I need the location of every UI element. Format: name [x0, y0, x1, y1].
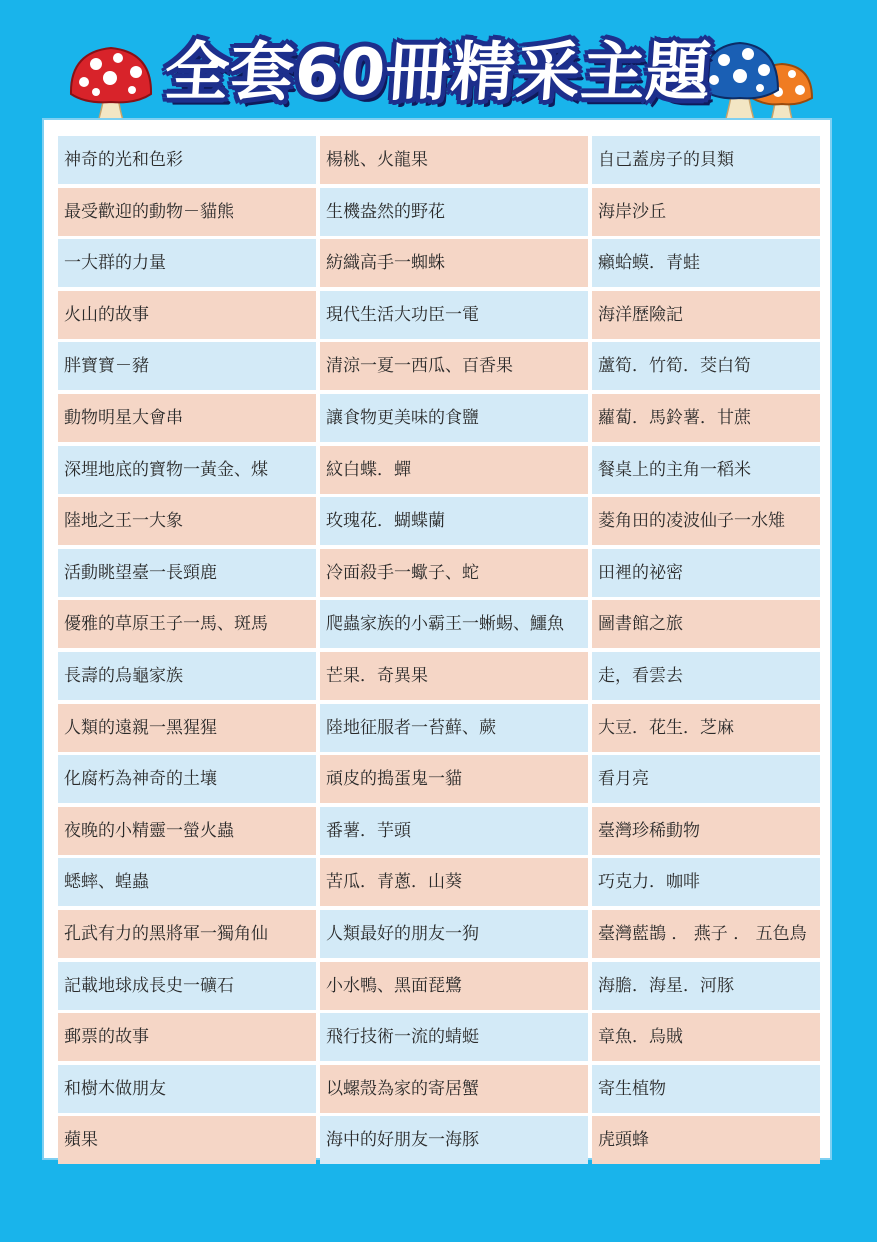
topic-cell: 生機盎然的野花 — [320, 188, 588, 236]
table-row — [58, 497, 820, 549]
table-row — [58, 239, 820, 291]
topic-cell: 深埋地底的寶物一黃金、煤 — [58, 446, 316, 494]
topic-cell: 夜晚的小精靈一螢火蟲 — [58, 807, 316, 855]
topic-cell: 優雅的草原王子一馬、斑馬 — [58, 600, 316, 648]
table-row — [58, 1013, 820, 1065]
topic-cell: 癩蛤蟆．青蛙 — [592, 239, 820, 287]
topic-cell: 臺灣珍稀動物 — [592, 807, 820, 855]
topic-cell: 苦瓜．青蔥．山葵 — [320, 858, 588, 906]
page-title: 全套60冊精采主題 — [162, 36, 715, 110]
table-row — [58, 807, 820, 859]
topic-cell: 走，看雲去 — [592, 652, 820, 700]
topic-cell: 孔武有力的黑將軍一獨角仙 — [58, 910, 316, 958]
topic-cell: 田裡的祕密 — [592, 549, 820, 597]
topic-cell: 巧克力．咖啡 — [592, 858, 820, 906]
topic-cell: 章魚．烏賊 — [592, 1013, 820, 1061]
topic-cell: 紋白蝶．蟬 — [320, 446, 588, 494]
topic-cell: 紡織高手一蜘蛛 — [320, 239, 588, 287]
table-row — [58, 136, 820, 188]
topic-cell: 玫瑰花．蝴蝶蘭 — [320, 497, 588, 545]
topic-cell: 冷面殺手一蠍子、蛇 — [320, 549, 588, 597]
topic-cell: 番薯．芋頭 — [320, 807, 588, 855]
topic-cell: 蘋果 — [58, 1116, 316, 1164]
table-row — [58, 342, 820, 394]
topic-cell: 郵票的故事 — [58, 1013, 316, 1061]
topic-cell: 現代生活大功臣一電 — [320, 291, 588, 339]
topic-cell: 餐桌上的主角一稻米 — [592, 446, 820, 494]
topic-cell: 讓食物更美味的食鹽 — [320, 394, 588, 442]
topic-cell: 最受歡迎的動物－貓熊 — [58, 188, 316, 236]
table-row — [58, 755, 820, 807]
topic-cell: 和樹木做朋友 — [58, 1065, 316, 1113]
topic-cell: 人類的遠親一黑猩猩 — [58, 704, 316, 752]
table-row — [58, 394, 820, 446]
topic-cell: 菱角田的凌波仙子一水雉 — [592, 497, 820, 545]
topic-cell: 虎頭蜂 — [592, 1116, 820, 1164]
table-row — [58, 704, 820, 756]
table-row — [58, 652, 820, 704]
topic-cell: 楊桃、火龍果 — [320, 136, 588, 184]
topic-cell: 清涼一夏一西瓜、百香果 — [320, 342, 588, 390]
topic-cell: 小水鴨、黑面琵鷺 — [320, 962, 588, 1010]
table-row — [58, 910, 820, 962]
topic-cell: 自己蓋房子的貝類 — [592, 136, 820, 184]
topic-cell: 活動眺望臺一長頸鹿 — [58, 549, 316, 597]
topic-cell: 海中的好朋友一海豚 — [320, 1116, 588, 1164]
topics-table — [58, 136, 820, 1168]
table-row — [58, 446, 820, 498]
topic-cell: 臺灣藍鵲 ． 燕子 ． 五色鳥 — [592, 910, 820, 958]
title-banner — [0, 30, 877, 130]
topic-cell: 人類最好的朋友一狗 — [320, 910, 588, 958]
topic-cell: 陸地征服者一苔蘚、蕨 — [320, 704, 588, 752]
topic-cell: 海岸沙丘 — [592, 188, 820, 236]
topic-cell: 寄生植物 — [592, 1065, 820, 1113]
table-row — [58, 291, 820, 343]
topic-cell: 看月亮 — [592, 755, 820, 803]
topic-cell: 一大群的力量 — [58, 239, 316, 287]
topic-cell: 蘿蔔．馬鈴薯．甘蔗 — [592, 394, 820, 442]
table-row — [58, 188, 820, 240]
topic-cell: 蘆筍．竹筍．茭白筍 — [592, 342, 820, 390]
topic-cell: 圖書館之旅 — [592, 600, 820, 648]
topic-cell: 芒果．奇異果 — [320, 652, 588, 700]
topic-cell: 爬蟲家族的小霸王一蜥蜴、鱷魚 — [320, 600, 588, 648]
topic-cell: 神奇的光和色彩 — [58, 136, 316, 184]
table-row — [58, 962, 820, 1014]
topic-cell: 胖寶寶－豬 — [58, 342, 316, 390]
topic-cell: 火山的故事 — [58, 291, 316, 339]
table-row — [58, 858, 820, 910]
table-row — [58, 549, 820, 601]
topic-cell: 動物明星大會串 — [58, 394, 316, 442]
topic-cell: 蟋蟀、蝗蟲 — [58, 858, 316, 906]
topic-cell: 以螺殼為家的寄居蟹 — [320, 1065, 588, 1113]
table-row — [58, 1065, 820, 1117]
table-row — [58, 1116, 820, 1168]
topic-cell: 大豆．花生．芝麻 — [592, 704, 820, 752]
topic-cell: 陸地之王一大象 — [58, 497, 316, 545]
topic-cell: 飛行技術一流的蜻蜓 — [320, 1013, 588, 1061]
topic-cell: 頑皮的搗蛋鬼一貓 — [320, 755, 588, 803]
topic-cell: 長壽的烏龜家族 — [58, 652, 316, 700]
topic-cell: 化腐朽為神奇的土壤 — [58, 755, 316, 803]
topic-cell: 記載地球成長史一礦石 — [58, 962, 316, 1010]
table-row — [58, 600, 820, 652]
topics-panel — [42, 118, 832, 1160]
topic-cell: 海膽．海星．河豚 — [592, 962, 820, 1010]
topic-cell: 海洋歷險記 — [592, 291, 820, 339]
